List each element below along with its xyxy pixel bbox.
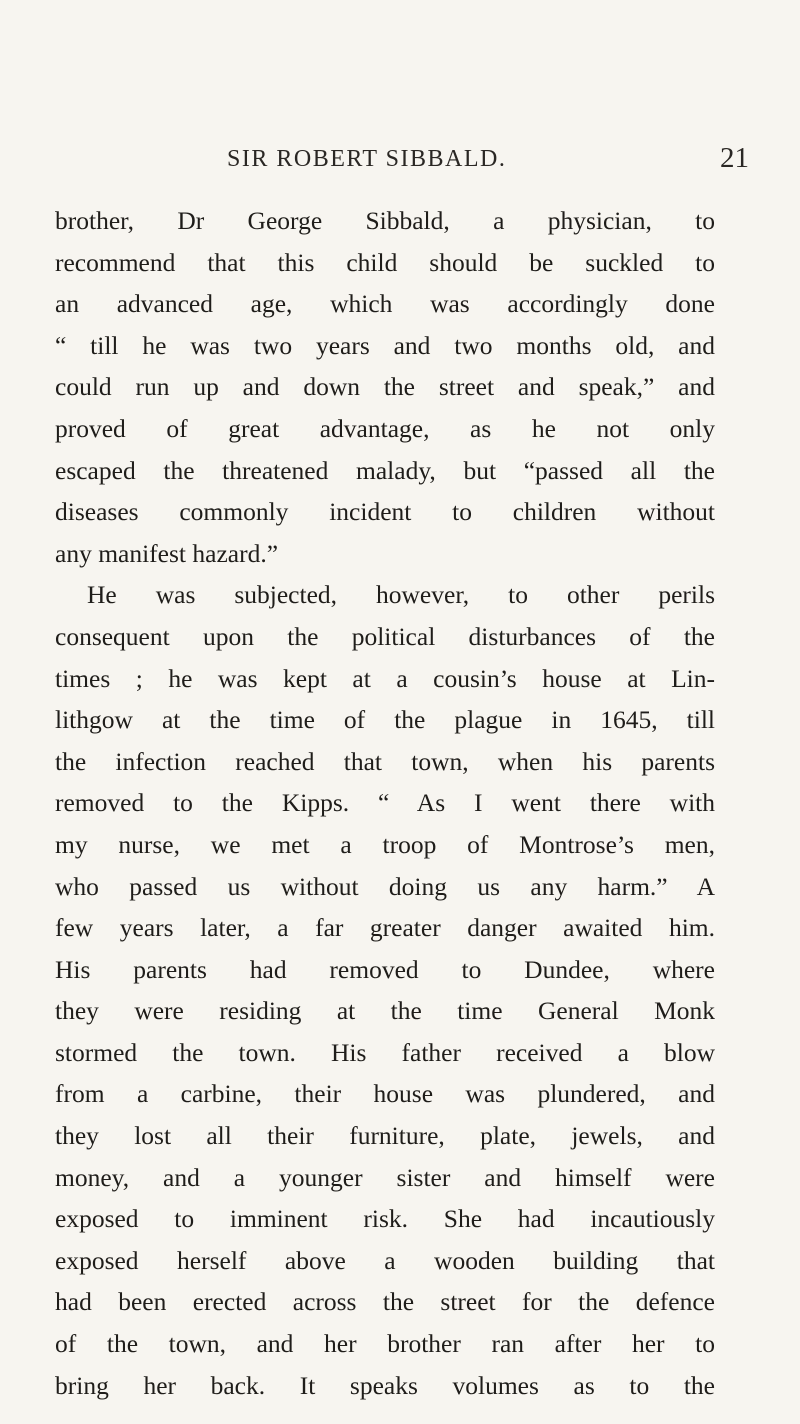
text-line: an advanced age, which was accordingly done <box>55 289 715 319</box>
text-line: lithgow at the time of the plague in 1645, till <box>55 705 715 735</box>
text-line: proved of great advantage, as he not only <box>55 413 715 443</box>
text-line: who passed us without doing us any harm.” A <box>55 871 715 901</box>
page-header <box>0 142 800 174</box>
text-line: they were residing at the time General Monk <box>55 996 715 1026</box>
text-line: His parents had removed to Dundee, where <box>55 954 715 984</box>
text-line: could run up and down the street and speak,” and <box>55 372 715 402</box>
text-line: diseases commonly incident to children without <box>55 497 715 527</box>
text-line: recommend that this child should be suckled to <box>55 247 715 277</box>
text-line: He was subjected, however, to other perils <box>87 580 715 610</box>
text-line: they lost all their furniture, plate, jewels, and <box>55 1121 715 1151</box>
running-title: SIR ROBERT SIBBALD. <box>227 146 507 172</box>
page-number: 21 <box>720 142 749 174</box>
text-line: few years later, a far greater danger awaited him. <box>55 913 715 943</box>
text-line: of the town, and her brother ran after her to <box>55 1329 715 1359</box>
text-line: any manifest hazard.” <box>55 538 279 568</box>
text-line: bring her back. It speaks volumes as to the <box>55 1370 715 1400</box>
body-text <box>55 200 715 1406</box>
text-line: consequent upon the political disturbances of the <box>55 621 715 651</box>
text-line: escaped the threatened malady, but “passed all the <box>55 455 715 485</box>
text-line: exposed to imminent risk. She had incautiously <box>55 1204 715 1234</box>
text-line: from a carbine, their house was plundered, and <box>55 1079 715 1109</box>
text-line: the infection reached that town, when his parents <box>55 746 715 776</box>
text-line: removed to the Kipps. “ As I went there with <box>55 788 715 818</box>
text-line: “ till he was two years and two months old, and <box>55 330 715 360</box>
text-line: stormed the town. His father received a blow <box>55 1037 715 1067</box>
text-line: times ; he was kept at a cousin’s house at Lin- <box>55 663 715 693</box>
text-line: my nurse, we met a troop of Montrose’s men, <box>55 829 715 859</box>
text-line: brother, Dr George Sibbald, a physician, to <box>55 206 715 235</box>
text-line: had been erected across the street for the defence <box>55 1287 715 1317</box>
text-line: money, and a younger sister and himself were <box>55 1162 715 1192</box>
text-line: exposed herself above a wooden building that <box>55 1245 715 1275</box>
